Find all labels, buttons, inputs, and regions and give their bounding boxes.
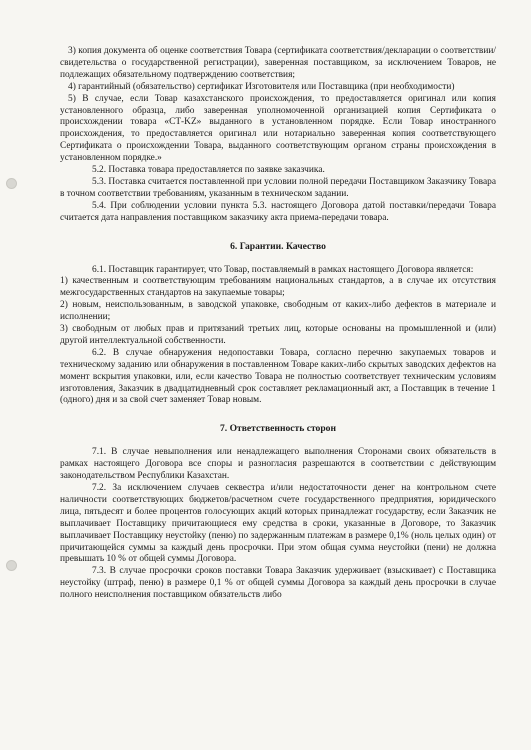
paragraph: 4) гарантийный (обязательство) сертификат Изготовителя или Поставщика (при необходимости) <box>68 81 455 92</box>
section-6-title: 6. Гарантии. Качество <box>230 240 326 252</box>
paragraph: 7.3. В случае просрочки сроков поставки Товара Заказчик удерживает (взыскивает) с Поставщика неустойку (штраф, пеню) в размере 0,1 % от общей суммы Договора за каждый день просрочки в случае полного неисполнения поставщиком обязательств либо <box>60 566 496 601</box>
paragraph: 2) новым, неиспользованным, в заводской упаковке, свободным от каких-либо дефектов в материале и исполнении; <box>60 300 496 323</box>
punch-hole <box>6 560 17 571</box>
paragraph: 5.2. Поставка товара предоставляется по заявке заказчика. <box>92 165 325 176</box>
paragraph: 3) копия документа об оценке соответствия Товара (сертификата соответствия/декларации о соответствии/свидетельства о государственной регистрации), заверенная поставщиком, за исключением Товаров, не подлежащих обязательному подтверждению соответствия; <box>60 46 496 80</box>
document-body <box>60 46 496 602</box>
paragraph: 5.4. При соблюдении условии пункта 5.3. настоящего Договора датой поставки/передачи Товара считается дата направления поставщиком заказчику акта приема-передачи товара. <box>60 200 496 223</box>
paragraph: 7.2. За исключением случаев секвестра и/или недостаточности денег на контрольном счете наличности соответствующих бюджетов/расчетном счете государственного предприятия, юридического лица, пятьдесят и более процентов голосующих акций которых принадлежат государству, если Заказчик не выплачивает Поставщику причитающиеся ему средства в сроки, указанные в Договоре, то Заказчик выплачивает Поставщику неустойку (пеню) по задержанным платежам в размере 0,1% (ноль целых один) от причитающейся суммы за каждый день просрочки. При этом общая сумма неустойки (пени) не должна превышать 10 % от общей суммы Договора. <box>60 483 496 565</box>
paragraph: 5) В случае, если Товар казахстанского происхождения, то предоставляется оригинал или копия установленного образца, либо заверенная уполномоченной организацией копия Сертификата о происхождении товара «СТ-KZ» выданного в установленном порядке. Если Товар иностранного происхождения, то предоставляется оригинал или нотариально заверенная копия соответствующего Сертификата о происхождении Товара, выданного соответствующим органом страны происхождения в установленном порядке.» <box>60 93 496 164</box>
paragraph: 6.2. В случае обнаружения недопоставки Товара, согласно перечню закупаемых товаров и техническому заданию или обнаружения в поставленном Товаре каких-либо скрытых заводских дефектов на момент вскрытия упаковки, или, если качество Товара не полностью соответствует техническим условиям изготовления, Заказчик в двадцатидневный срок составляет рекламационный акт, а Поставщик в течение 1 (одного) дня и за свой счет заменяет Товар новым. <box>60 347 496 406</box>
section-7-title: 7. Ответственность сторон <box>219 423 337 435</box>
paragraph: 5.3. Поставка считается поставленной при условии полной передачи Поставщиком Заказчику Товара в точном соответствии требованиям, указанным в техническом задании. <box>60 176 496 199</box>
section-7-body <box>60 447 496 602</box>
paragraph: 6.1. Поставщик гарантирует, что Товар, поставляемый в рамках настоящего Договора является: <box>92 264 474 275</box>
section-6-body <box>60 265 496 408</box>
section-5-continuation <box>60 46 496 225</box>
paragraph: 7.1. В случае невыполнения или ненадлежащего выполнения Сторонами своих обязательств в рамках настоящего Договора все споры и разногласия разрешаются в соответствии с действующим законодательством Республики Казахстан. <box>60 447 496 482</box>
paragraph: 3) свободным от любых прав и притязаний третьих лиц, которые основаны на промышленной и (или) другой интеллектуальной собственности. <box>60 324 496 346</box>
punch-hole <box>6 178 17 189</box>
paragraph: 1) качественным и соответствующим требованиям национальных стандартов, а в случае их отсутствия межгосударственных стандартов на закупаемые товары; <box>60 276 496 299</box>
